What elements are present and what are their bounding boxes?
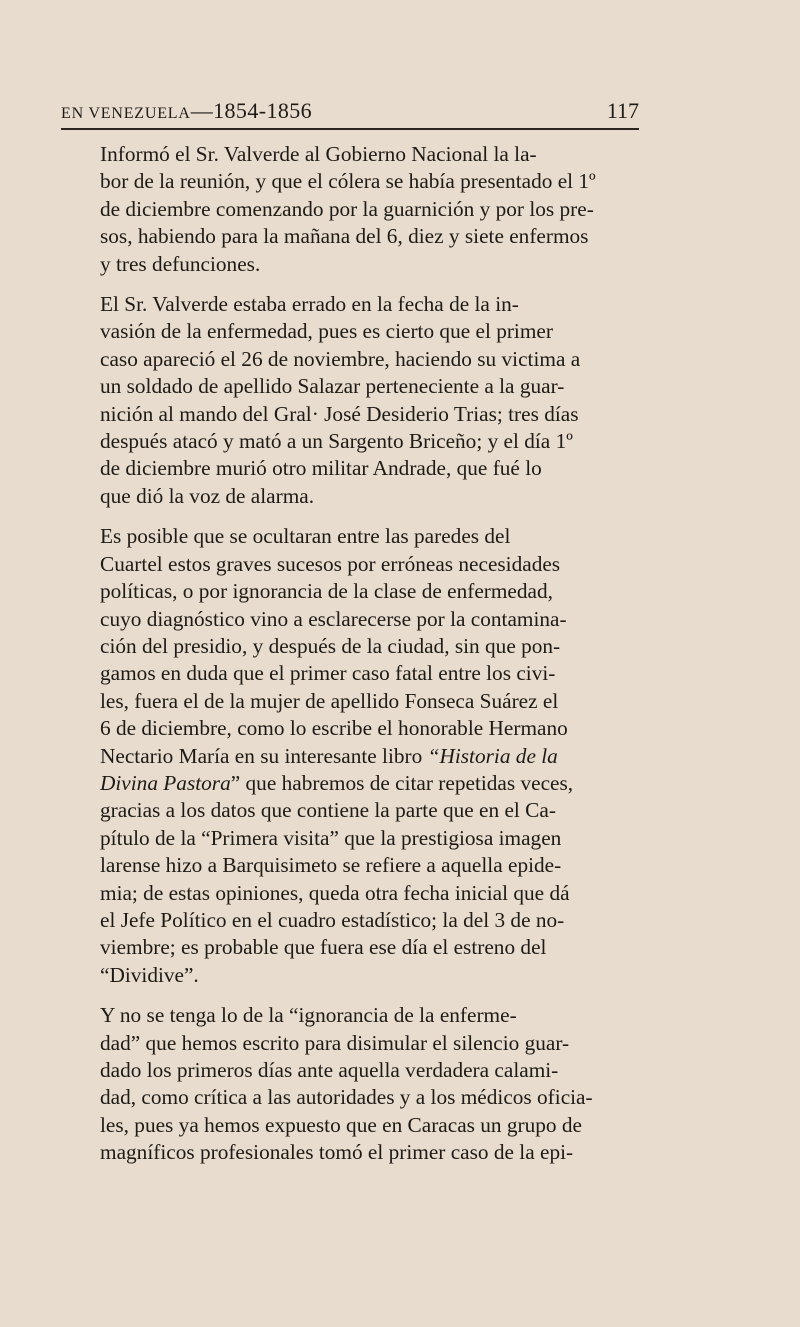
page-number: 117 [606,98,639,123]
paragraph-2 [61,291,639,510]
text-line: gamos en duda que el primer caso fatal entre los civi- [100,661,556,686]
text-line: “Dividive”. [100,962,199,987]
text-line: nición al mando del Gral· José Desiderio Trias; tres días [100,401,579,426]
paragraph-1 [61,141,639,278]
text-line: gracias a los datos que contiene la parte que en el Ca- [100,798,556,823]
text-line: magníficos profesionales tomó el primer caso de la epi- [100,1140,574,1165]
text-line: un soldado de apellido Salazar perteneciente a la guar- [100,374,565,399]
text-line: Informó el Sr. Valverde al Gobierno Nacional la la- [100,142,537,166]
text-line: pítulo de la “Primera visita” que la prestigiosa imagen [100,825,562,850]
text-line: Y no se tenga lo de la “ignorancia de la enferme- [100,1003,517,1028]
text-segment: Nectario María en su interesante libro [100,743,423,768]
text-segment: ” que habremos de citar repetidas veces, [230,770,574,795]
text-line: sos, habiendo para la mañana del 6, diez y siete enfermos [100,224,589,249]
text-line: que dió la voz de alarma. [100,483,315,508]
text-line: les, fuera el de la mujer de apellido Fonseca Suárez el [100,688,559,713]
page-header [61,98,639,130]
text-line: les, pues ya hemos expuesto que en Caracas un grupo de [100,1112,582,1137]
text-line: 6 de diciembre, como lo escribe el honorable Hermano [100,716,568,741]
text-line: larense hizo a Barquisimeto se refiere a aquella epide- [100,853,562,878]
text-line: y tres defunciones. [100,251,261,276]
text-line: El Sr. Valverde estaba errado en la fecha de la in- [100,292,519,317]
running-title: EN VENEZUELA—1854-1856 [61,98,313,123]
text-line: dad, como crítica a las autoridades y a los médicos oficia- [100,1085,593,1110]
text-line: Es posible que se ocultaran entre las paredes del [100,524,511,549]
text-line: dad” que hemos escrito para disimular el silencio guar- [100,1030,570,1055]
text-line: después atacó y mató a un Sargento Briceño; y el día 1º [100,429,573,454]
text-line: vasión de la enfermedad, pues es cierto que el primer [100,319,553,344]
text-line: el Jefe Político en el cuadro estadístico; la del 3 de no- [100,907,565,932]
body-text [61,141,639,1180]
text-line: viembre; es probable que fuera ese día el estreno del [100,935,547,960]
book-title-italic: Divina Pastora [100,770,231,795]
text-line: cuyo diagnóstico vino a esclarecerse por la contamina- [100,606,567,631]
text-line [61,743,639,770]
text-line: Cuartel estos graves sucesos por erróneas necesidades [100,551,561,576]
text-line: de diciembre comenzando por la guarnición y por los pre- [100,196,594,221]
paragraph-3 [61,523,639,989]
text-line [61,770,639,797]
paragraph-4 [61,1002,639,1166]
text-line: ción del presidio, y después de la ciudad, sin que pon- [100,633,561,658]
text-line: caso apareció el 26 de noviembre, haciendo su victima a [100,346,581,371]
header-rule [61,128,639,130]
text-line: bor de la reunión, y que el cólera se había presentado el 1º [100,169,596,194]
text-line: dado los primeros días ante aquella verdadera calami- [100,1058,559,1082]
book-title-italic: “Historia de la [427,743,558,768]
text-line: mia; de estas opiniones, queda otra fecha inicial que dá [100,880,570,905]
text-line: políticas, o por ignorancia de la clase de enfermedad, [100,579,553,604]
text-line: de diciembre murió otro militar Andrade, que fué lo [100,456,542,481]
